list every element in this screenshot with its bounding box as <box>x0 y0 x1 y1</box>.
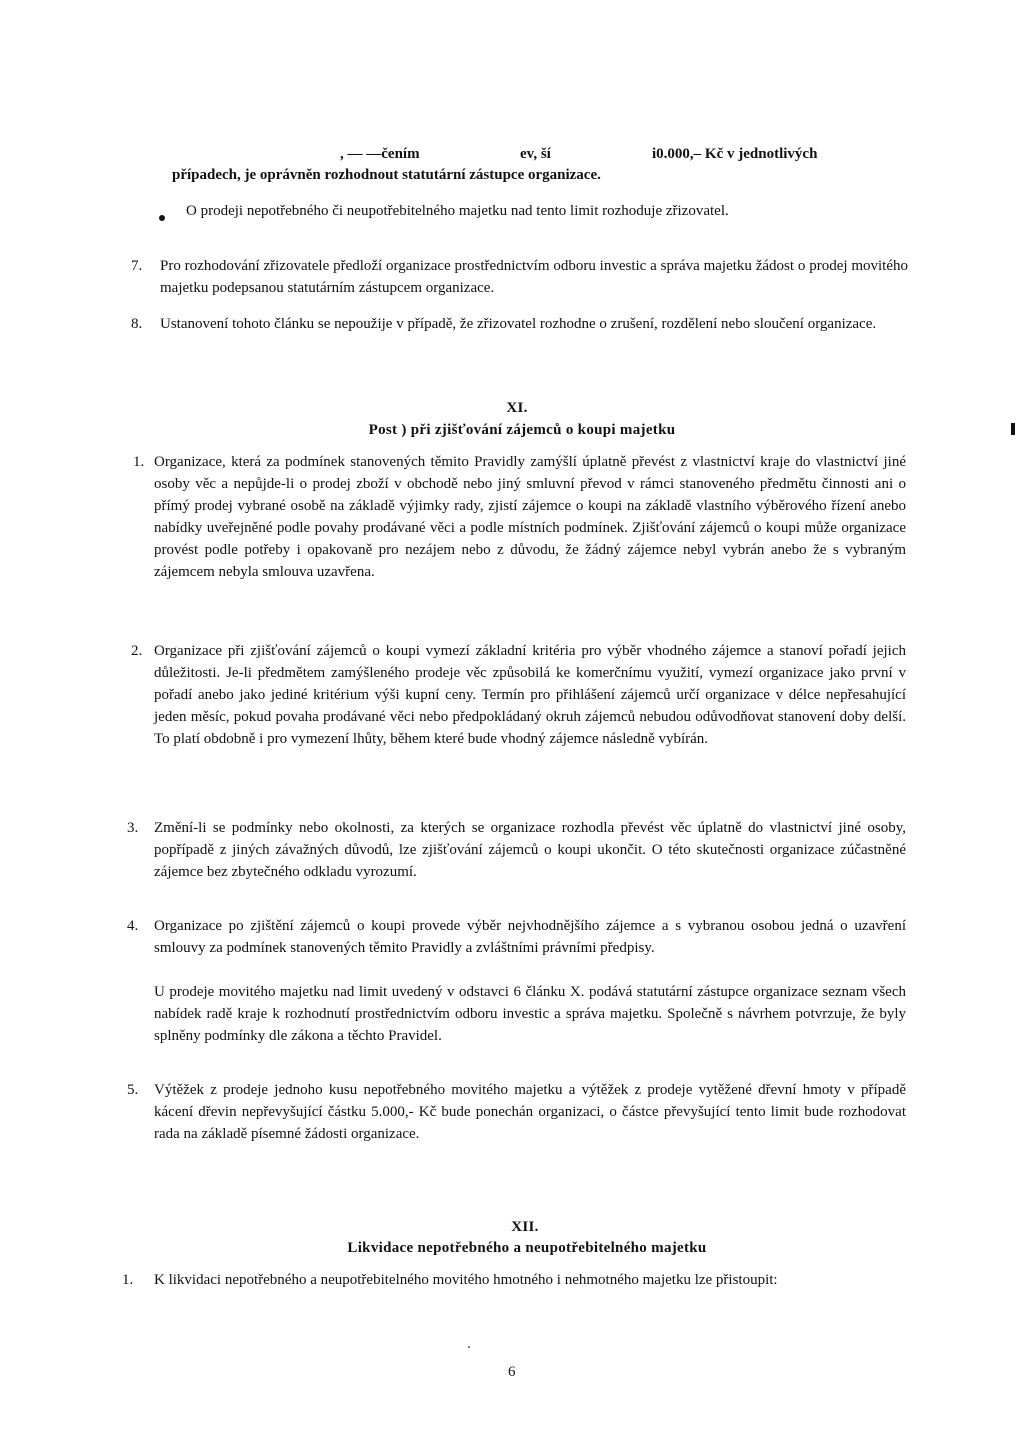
top-line-fragment-2: ev, ší <box>520 146 551 162</box>
xi-item-4-text-continued: U prodeje movitého majetku nad limit uvedený v odstavci 6 článku X. podává statutární zástupce organizace seznam všech nabídek radě kraje k rozhodnutí prostřednictvím odboru investic a správa majetku. Společně s návrhem potvrzuje, že byly splněny podmínky dle zákona a těchto Pravidel. <box>154 984 906 1044</box>
section-xii-number: XII. <box>511 1219 539 1235</box>
item-8-text: Ustanovení tohoto článku se nepoužije v případě, že zřizovatel rozhodne o zrušení, rozdělení nebo sloučení organizace. <box>160 316 877 332</box>
top-line-fragment-3: i0.000,– Kč v jednotlivých <box>652 146 818 162</box>
xi-item-1-text: Organizace, která za podmínek stanovených těmito Pravidly zamýšlí úplatně převést z vlastnictví kraje do vlastnictví jiné osoby věc a nepůjde-li o prodej zboží v obchodě nebo jiný smluvní převod v rámci stanoveného předmětu činnosti ani o přímý prodej vybrané osobě na základě výjimky rady, zjistí zájemce o koupi na základě vlastního výběrového řízení anebo nabídky uveřejněné podle povahy prodávané věci a podle místních podmínek. Zjišťování zájemců o koupi může organizace provést podle potřeby i opakovaně pro nezájem nebo z důvodu, že žádný zájemce nebyl vybrán anebo že s vybraným zájemcem nebyla smlouva uzavřena. <box>154 454 906 580</box>
xi-item-1-number: 1. <box>133 454 145 470</box>
margin-marker <box>1011 423 1015 435</box>
section-xi-title: Post ) při zjišťování zájemců o koupi majetku <box>368 422 676 438</box>
item-7-number: 7. <box>131 258 143 274</box>
bullet-dot <box>159 215 165 221</box>
xi-item-4-text: Organizace po zjištění zájemců o koupi provede výběr nejvhodnějšího zájemce a s vybranou osobou jedná o uzavření smlouvy za podmínek stanovených těmito Pravidly a zvláštními právními předpisy. <box>154 918 906 956</box>
item-8-number: 8. <box>131 316 143 332</box>
section-xii-title: Likvidace nepotřebného a neupotřebitelného majetku <box>347 1240 707 1256</box>
speck <box>468 1346 470 1348</box>
xi-item-4-number: 4. <box>127 918 139 934</box>
bullet-text: O prodeji nepotřebného či neupotřebitelného majetku nad tento limit rozhoduje zřizovatel. <box>186 203 729 219</box>
xii-item-1-text: K likvidaci nepotřebného a neupotřebitelného movitého hmotného i nehmotného majetku lze přistoupit: <box>154 1272 778 1288</box>
xi-item-2-number: 2. <box>131 643 143 659</box>
top-line-2: případech, je oprávněn rozhodnout statutární zástupce organizace. <box>172 167 601 183</box>
page-number: 6 <box>508 1364 516 1380</box>
xi-item-3-number: 3. <box>127 820 139 836</box>
top-line-fragment-1: , — —čením <box>340 146 420 162</box>
xii-item-1-number: 1. <box>122 1272 134 1288</box>
xi-item-2-text: Organizace při zjišťování zájemců o koupi vymezí základní kritéria pro výběr vhodného zájemce a stanoví pořadí jejich důležitosti. Je-li předmětem zamýšleného prodeje věc způsobilá ke komerčnímu využití, vymezí organizace jako první v pořadí anebo jako jediné kritérium výši kupní ceny. Termín pro přihlášení zájemců určí organizace v délce nepřesahující jeden měsíc, pokud povaha prodávané věci nebo předpokládaný okruh zájemců nebudou odůvodňovat stanovení doby delší. To platí obdobně i pro vymezení lhůty, během které bude vhodný zájemce následně vybírán. <box>154 643 906 747</box>
item-7-text: Pro rozhodování zřizovatele předloží organizace prostřednictvím odboru investic a správa majetku žádost o prodej movitého majetku podepsanou statutárním zástupcem organizace. <box>160 258 908 296</box>
section-xi-number: XI. <box>506 400 528 416</box>
xi-item-5-text: Výtěžek z prodeje jednoho kusu nepotřebného movitého majetku a výtěžek z prodeje vytěžené dřevní hmoty v případě kácení dřevin nepřevyšující částku 5.000,- Kč bude ponechán organizaci, o částce převyšující tento limit bude rozhodovat rada na základě písemné žádosti organizace. <box>154 1082 906 1142</box>
xi-item-5-number: 5. <box>127 1082 139 1098</box>
xi-item-3-text: Změní-li se podmínky nebo okolnosti, za kterých se organizace rozhodla převést věc úplatně do vlastnictví jiné osoby, popřípadě z jiných závažných důvodů, lze zjišťování zájemců o koupi ukončit. O této skutečnosti organizace zúčastněné zájemce bez zbytečného odkladu vyrozumí. <box>154 820 906 880</box>
